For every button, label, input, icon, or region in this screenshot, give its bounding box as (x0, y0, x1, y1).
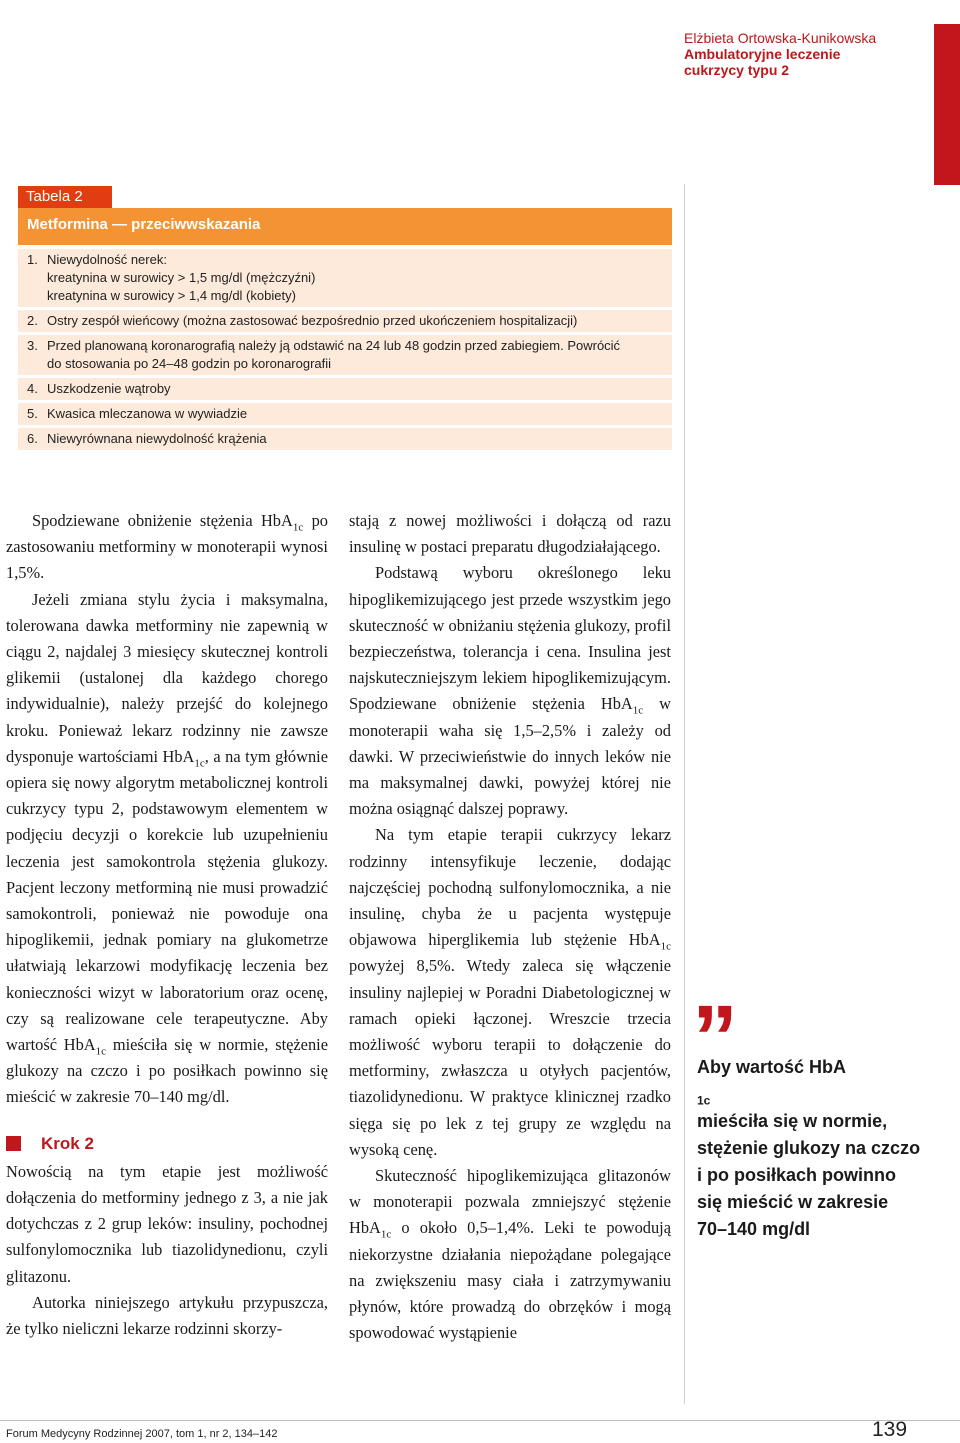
pull-quote (697, 1054, 937, 1243)
table-row (18, 310, 672, 332)
column-divider (684, 184, 685, 1404)
paragraph: Na tym etapie terapii cukrzycy lekarz rodzinny intensyfikuje leczenie, dodając najczęściej pochodną sulfonylomocznika, a nie insulinę, chyba że u pacjenta występuje objawowa hiperglikemia lub stężenie HbA$_{1c}$ powyżej 8,5%. Wtedy zaleca się włączenie insuliny najlepiej w Poradni Diabetologicznej w ramach opieki łączonej. Wreszcie trzecia możliwość wyboru terapii to dołączenie do metforminy, zwłaszcza u otyłych pacjentów, tiazolidynedionu. W praktyce klinicznej rzadko sięga się po lek z tej grupy ze względu na wysoką cenę. (349, 825, 671, 1159)
table-row (18, 378, 672, 400)
table-label: Tabela 2 (18, 186, 112, 208)
paragraph: Nowością na tym etapie jest możliwość dołączenia do metforminy jednego z 3, a nie jak dotychczas z 2 grup leków: insuliny, pochodnej sulfonylomocznika lub tiazolidynedionu, czyli glitazonu. (6, 1161, 328, 1286)
row-text: Niewydolność nerek: (47, 252, 167, 267)
row-text: kreatynina w surowicy > 1,5 mg/dl (mężczyźni) (47, 270, 316, 285)
running-header-title-line1: Ambulatoryjne leczenie (684, 46, 841, 62)
paragraph: Skuteczność hipoglikemizująca glitazonów w monoterapii pozwala zmniejszyć stężenie HbA$_{1c}$ o około 0,5–1,4%. Leki te powodują niekorzystne działania niepożądane polegające na zwiększeniu masy ciała i zatrzymywaniu płynów, które prowadzą do obrzęków i mogą spowodować wystąpienie (349, 1166, 671, 1343)
paragraph: Podstawą wyboru określonego leku hipoglikemizującego jest przede wszystkim jego skuteczność w obniżaniu stężenia glukozy, profil bezpieczeństwa, tolerancja i cena. Insulina jest najskuteczniejszym lekiem hipoglikemizującym. Spodziewane obniżenie stężenia HbA$_{1c}$ w monoterapii waha się 1,5–2,5% i zależy od dawki. W przeciwieństwie do innych leków nie ma maksymalnej dawki, powyżej której nie można osiągnąć dalszej poprawy. (349, 563, 671, 819)
row-number: 3. (27, 338, 38, 353)
row-text: Ostry zespół wieńcowy (można zastosować bezpośrednio przed ukończeniem hospitalizacji) (47, 313, 578, 328)
running-header-author: Elżbieta Ortowska-Kunikowska (684, 30, 877, 46)
decorative-red-bar (934, 24, 960, 185)
running-header-title-line2: cukrzycy typu 2 (684, 62, 790, 78)
row-text: Kwasica mleczanowa w wywiadzie (47, 406, 248, 421)
row-text: kreatynina w surowicy > 1,4 mg/dl (kobiety) (47, 288, 296, 303)
running-header (684, 30, 954, 78)
table-row (18, 403, 672, 425)
paragraph: Jeżeli zmiana stylu życia i maksymalna, tolerowana dawka metforminy nie zapewnią w ciągu 2, najdalej 3 miesięcy skutecznej kontroli glikemii (ustalonej dla każdego chorego indywidualnie), należy przejść do kolejnego kroku. Ponieważ lekarz rodzinny nie zawsze dysponuje wartościami HbA$_{1c}$, a na tym głównie opiera się nowy algorytm metabolicznej kontroli cukrzycy typu 2, podstawowym elementem w podjęciu decyzji o korekcie lub uzupełnieniu leczenia jest samokontrola stężenia glukozy. Pacjent leczony metforminą nie musi prowadzić samokontroli, ponieważ nie powoduje ona hipoglikemii, jednak pomiary na glukometrze ułatwiają lekarzowi modyfikację leczenia bez konieczności wizyt w laboratorium oraz ocenę, czy są realizowane cele terapeutyczne. Aby wartość HbA$_{1c}$ mieściła się w normie, stężenie glukozy na czczo i po posiłkach powinno się mieścić w zakresie 70–140 mg/dl. (6, 589, 328, 1107)
section-heading (6, 1131, 328, 1157)
pull-quote-line: stężenie glukozy na czczo (697, 1138, 921, 1158)
table-row (18, 335, 672, 375)
row-number: 6. (27, 431, 38, 446)
pull-quote-line: i po posiłkach powinno (697, 1165, 897, 1185)
heading-square-icon (6, 1136, 21, 1151)
row-number: 2. (27, 313, 38, 328)
row-number: 1. (27, 252, 38, 267)
section-heading-label: Krok 2 (41, 1133, 94, 1153)
table-row (18, 428, 672, 450)
footer-rule (0, 1420, 960, 1421)
quote-mark-icon: ” (692, 987, 730, 1089)
row-text: Niewyrównana niewydolność krążenia (47, 431, 267, 446)
pull-quote-line: mieściła się w normie, (697, 1111, 888, 1131)
row-number: 4. (27, 381, 38, 396)
row-text: do stosowania po 24–48 godzin po koronarografii (47, 356, 332, 371)
footer-source: Forum Medycyny Rodzinnej 2007, tom 1, nr 2, 134–142 (6, 1428, 278, 1440)
row-text: Uszkodzenie wątroby (47, 381, 171, 396)
body-column-left (6, 508, 328, 1342)
row-text: Przed planowaną koronarografią należy ją odstawić na 24 lub 48 godzin przed zabiegiem. Powrócić (47, 338, 621, 353)
row-number: 5. (27, 406, 38, 421)
pull-quote-line: się mieścić w zakresie (697, 1192, 889, 1212)
body-column-right (349, 508, 671, 1347)
paragraph: Autorka niniejszego artykułu przypuszcza, że tylko nieliczni lekarze rodzinni skorzy- (6, 1292, 328, 1339)
paragraph: stają z nowej możliwości i dołączą od razu insulinę w postaci preparatu długodziałającego. (349, 511, 671, 557)
contraindications-table (18, 249, 672, 453)
pull-quote-line: 70–140 mg/dl (697, 1219, 811, 1239)
page-number: 139 (872, 1418, 908, 1441)
paragraph: Spodziewane obniżenie stężenia HbA$_{1c}$ po zastosowaniu metforminy w monoterapii wynosi 1,5%. (6, 511, 328, 583)
table-title: Metformina — przeciwwskazania (18, 208, 672, 245)
pull-quote-line: Aby wartość HbA $_{1c}$ (697, 1057, 847, 1108)
table-row (18, 249, 672, 307)
